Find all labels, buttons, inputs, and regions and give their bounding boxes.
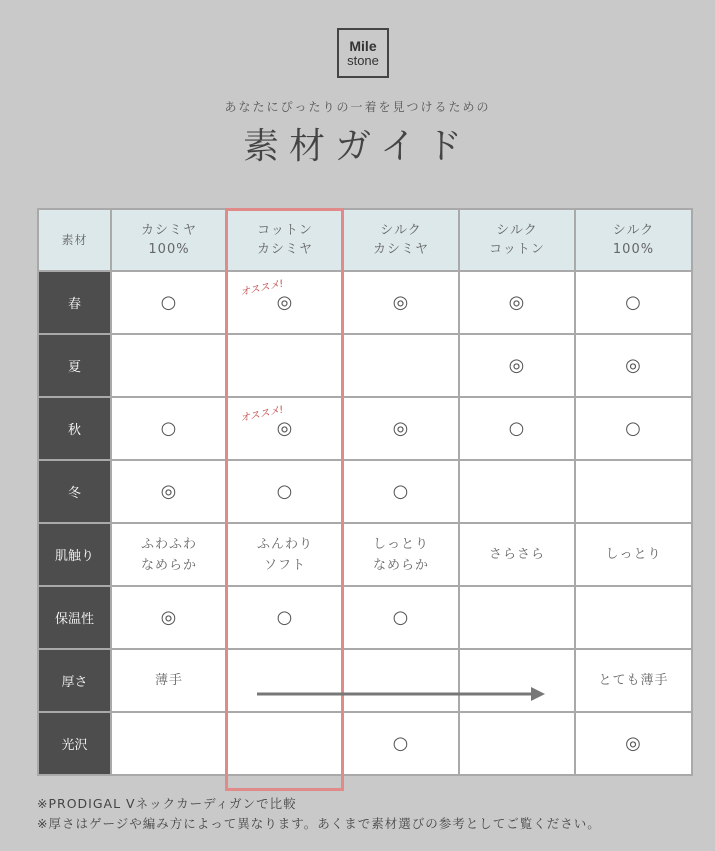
column-header-line: シルク [612,223,655,238]
table-cell [227,460,343,523]
page-subtitle: あなたにぴったりの一着を見つけるための [224,100,491,114]
page-title: 素材ガイド [243,126,472,167]
logo-line1: Mile [349,37,377,54]
corner-header: 素材 [38,209,111,271]
column-header-line: シルク [496,223,538,238]
table-cell [111,460,227,523]
table-row [38,460,692,523]
table-cell [227,397,343,460]
cell-text: 薄手 [154,673,183,688]
circle-mark: ○ [392,607,410,628]
table-cell [575,271,692,334]
table-cell [575,523,692,586]
column-header-2 [343,209,459,271]
column-header-3 [459,209,575,271]
table-cell [575,397,692,460]
cell-text: しっとり [372,536,429,552]
row-header: 秋 [38,397,111,460]
table-cell [575,649,692,712]
cell-text: ふんわり [256,536,313,552]
table-cell [459,271,575,334]
table-cell [111,523,227,586]
table-cell [111,397,227,460]
logo-line2: stone [347,52,379,68]
table-cell [227,523,343,586]
table-header-row [38,209,692,271]
table-cell [227,586,343,649]
table-cell [459,460,575,523]
circle-mark: ○ [160,418,178,439]
circle-mark: ○ [160,292,178,313]
row-header: 厚さ [38,649,111,712]
thickness-arrow [255,684,547,704]
table-row [38,271,692,334]
double-circle-mark: ◎ [160,607,178,628]
milestone-logo [337,28,389,78]
table-cell [575,586,692,649]
table-row [38,523,692,586]
cell-text: ソフト [263,557,306,573]
table-cell [227,712,343,775]
footnotes [37,794,601,834]
table-row [38,397,692,460]
table-cell [111,271,227,334]
column-header-line: 100% [612,242,655,257]
table-cell [111,586,227,649]
table-cell [343,271,459,334]
column-header-0 [111,209,227,271]
table-cell [111,649,227,712]
table-cell [343,460,459,523]
footnote-thickness: ※厚さはゲージや編み方によって異なります。あくまで素材選びの参考としてご覧ください。 [37,816,601,831]
table-cell [575,712,692,775]
table-cell [227,334,343,397]
table-cell [459,586,575,649]
circle-mark: ○ [276,481,294,502]
table-cell [343,334,459,397]
table-cell [459,712,575,775]
row-header: 春 [38,271,111,334]
circle-mark: ○ [508,418,526,439]
double-circle-mark: ◎ [625,733,642,754]
table-cell [343,397,459,460]
table-cell [575,460,692,523]
cell-text: さらさら [488,547,545,562]
table-row [38,334,692,397]
column-header-line: シルク [380,223,422,238]
column-header-4 [575,209,692,271]
table-cell [343,712,459,775]
table-cell [575,334,692,397]
column-header-line: 100% [148,242,190,257]
double-circle-mark: ◎ [625,355,642,376]
table-row [38,712,692,775]
table-cell [111,712,227,775]
recommend-note: オススメ! [239,278,285,299]
double-circle-mark: ◎ [392,418,410,439]
cell-text: とても薄手 [598,673,669,688]
double-circle-mark: ◎ [392,292,410,313]
cell-text: しっとり [605,547,662,562]
recommend-note: オススメ! [239,404,285,425]
footnote-comparison: ※PRODIGAL Vネックカーディガンで比較 [37,796,297,811]
cell-text: なめらか [372,557,429,573]
table-cell [343,586,459,649]
row-header: 夏 [38,334,111,397]
circle-mark: ○ [276,607,294,628]
column-header-line: コットン [489,242,545,257]
circle-mark: ○ [625,292,642,313]
cell-text: なめらか [140,557,197,573]
row-header: 光沢 [38,712,111,775]
double-circle-mark: ◎ [276,418,294,439]
table-cell [459,523,575,586]
circle-mark: ○ [392,481,410,502]
column-header-1 [227,209,343,271]
double-circle-mark: ◎ [508,355,526,376]
table-row [38,586,692,649]
row-header: 保温性 [38,586,111,649]
row-header: 冬 [38,460,111,523]
column-header-line: カシミヤ [256,242,313,257]
double-circle-mark: ◎ [160,481,178,502]
double-circle-mark: ◎ [276,292,294,313]
circle-mark: ○ [625,418,642,439]
column-header-line: コットン [257,223,313,238]
table-cell [459,397,575,460]
circle-mark: ○ [392,733,410,754]
cell-text: ふわふわ [140,536,197,552]
table-cell [343,523,459,586]
column-header-line: カシミヤ [140,223,197,238]
row-header: 肌触り [38,523,111,586]
table-cell [227,271,343,334]
double-circle-mark: ◎ [508,292,526,313]
table-cell [459,334,575,397]
table-cell [111,334,227,397]
column-header-line: カシミヤ [372,242,429,257]
